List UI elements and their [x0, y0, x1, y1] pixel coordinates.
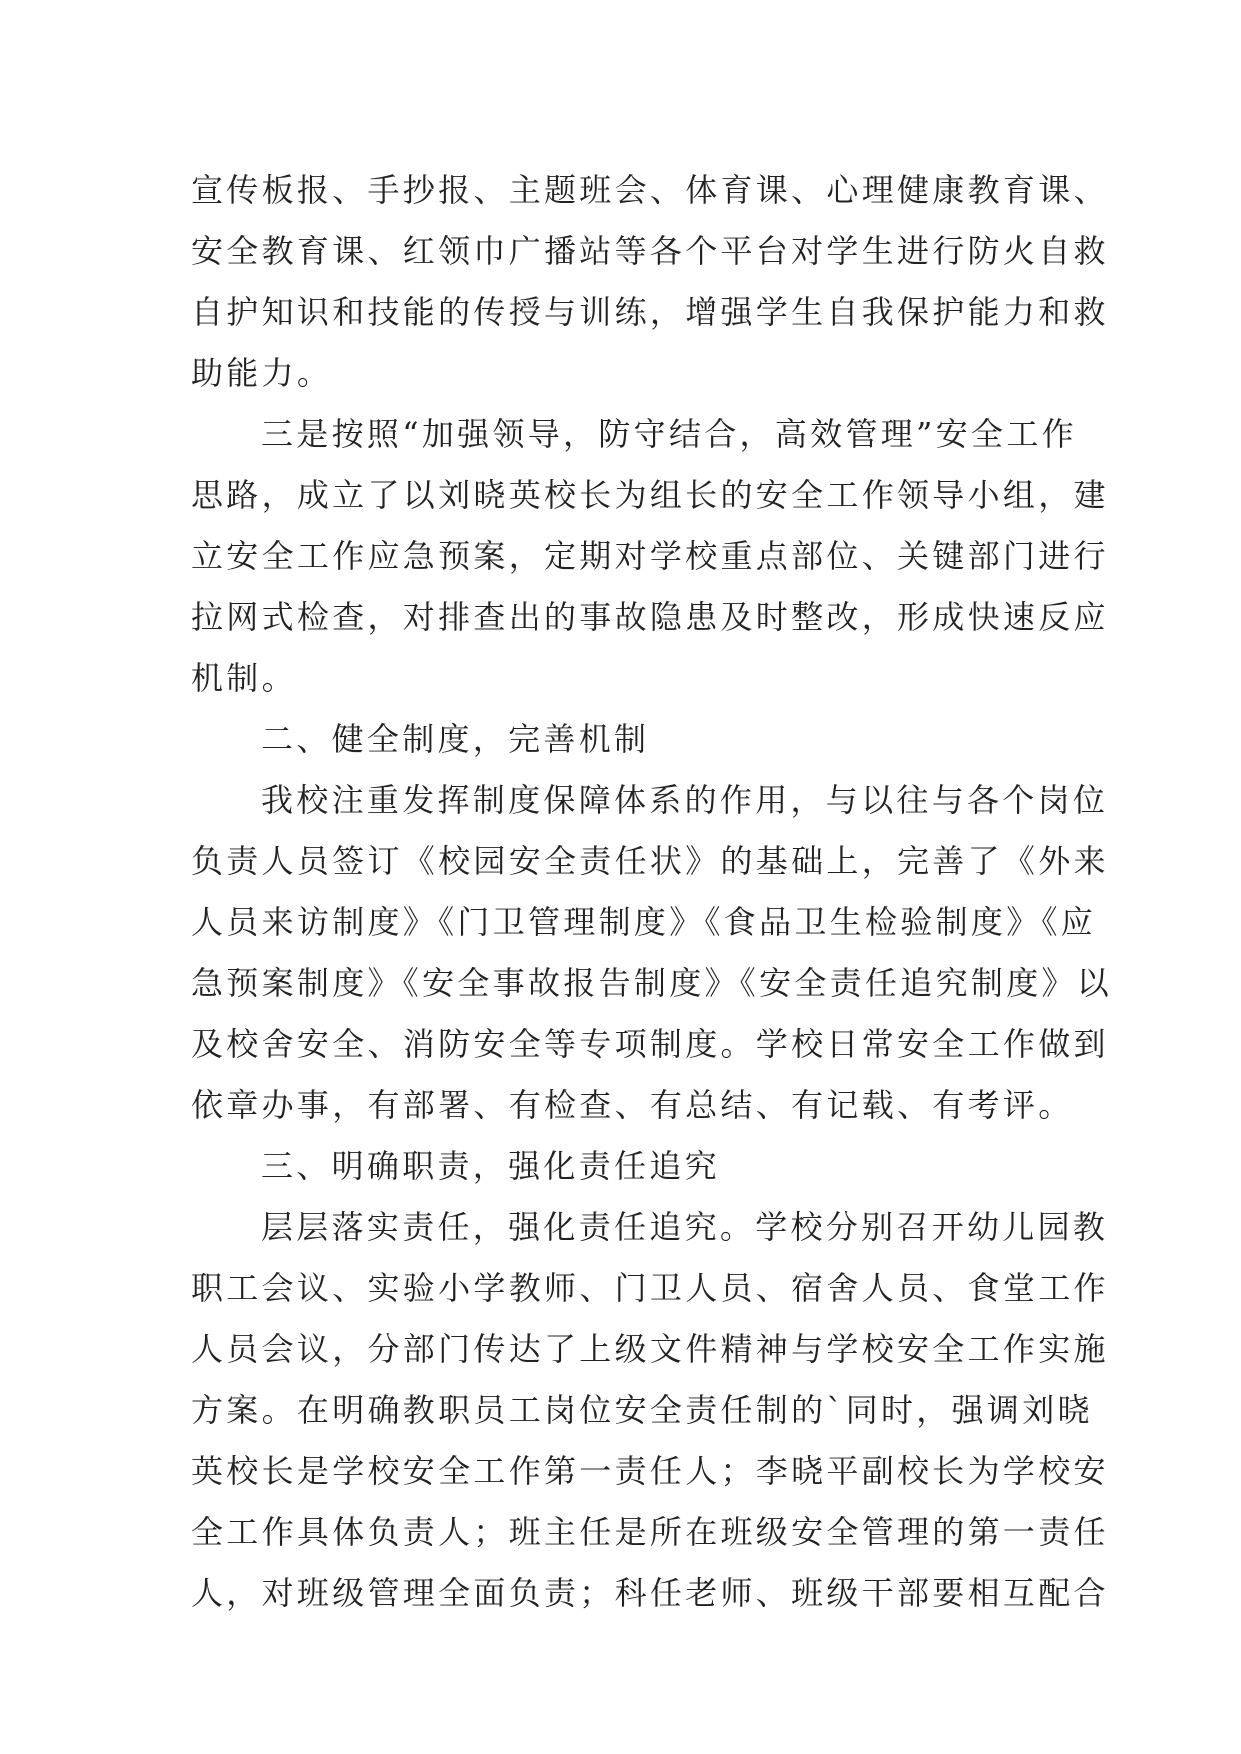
- document-line: 方案。在明确教职员工岗位安全责任制的`同时，强调刘晓: [191, 1391, 1093, 1429]
- document-line: 二、健全制度，完善机制: [261, 720, 650, 758]
- document-line: 三、明确职责，强化责任追究: [261, 1147, 720, 1185]
- document-body: [191, 160, 1113, 1624]
- document-line: 宣传板报、手抄报、主题班会、体育课、心理健康教育课、: [191, 171, 1109, 209]
- document-line: 自护知识和技能的传授与训练，增强学生自我保护能力和救: [191, 293, 1109, 331]
- document-line: 依章办事，有部署、有检查、有总结、有记载、有考评。: [191, 1086, 1074, 1124]
- document-line: 层层落实责任，强化责任追究。学校分别召开幼儿园教: [261, 1208, 1109, 1246]
- document-line: 拉网式检查，对排查出的事故隐患及时整改，形成快速反应: [191, 598, 1109, 636]
- document-line: 负责人员签订《校园安全责任状》的基础上，完善了《外来: [191, 842, 1109, 880]
- document-line: 职工会议、实验小学教师、门卫人员、宿舍人员、食堂工作: [191, 1269, 1109, 1307]
- document-line: 三是按照“加强领导，防守结合，高效管理”安全工作: [261, 415, 1077, 453]
- document-line: 助能力。: [191, 354, 333, 392]
- document-line: 机制。: [191, 659, 297, 697]
- document-line: 思路，成立了以刘晓英校长为组长的安全工作领导小组，建: [191, 476, 1109, 514]
- document-line: 人，对班级管理全面负责；科任老师、班级干部要相互配合: [191, 1574, 1109, 1612]
- document-line: 及校舍安全、消防安全等专项制度。学校日常安全工作做到: [191, 1025, 1109, 1063]
- document-line: 我校注重发挥制度保障体系的作用，与以往与各个岗位: [261, 781, 1109, 819]
- document-line: 安全教育课、红领巾广播站等各个平台对学生进行防火自救: [191, 232, 1109, 270]
- document-line: 急预案制度》《安全事故报告制度》《安全责任追究制度》以: [191, 964, 1113, 1002]
- document-line: 英校长是学校安全工作第一责任人；李晓平副校长为学校安: [191, 1452, 1109, 1490]
- document-line: 全工作具体负责人；班主任是所在班级安全管理的第一责任: [191, 1513, 1109, 1551]
- document-line: 立安全工作应急预案，定期对学校重点部位、关键部门进行: [191, 537, 1109, 575]
- document-line: 人员来访制度》《门卫管理制度》《食品卫生检验制度》《应: [191, 903, 1097, 941]
- document-line: 人员会议，分部门传达了上级文件精神与学校安全工作实施: [191, 1330, 1109, 1368]
